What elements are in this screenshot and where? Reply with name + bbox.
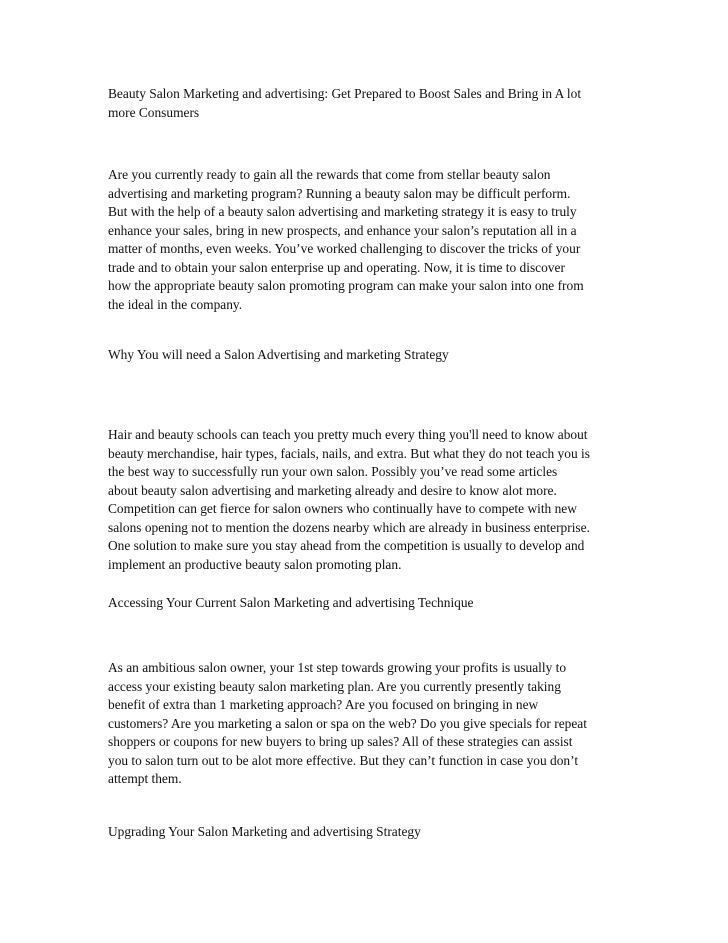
paragraph-line: shoppers or coupons for new buyers to bring up sales? All of these strategies can assist (108, 734, 573, 749)
paragraph-line: attempt them. (108, 771, 182, 786)
paragraph-line: enhance your sales, bring in new prospects, and enhance your salon’s reputation all in a (108, 222, 577, 238)
paragraph-line: One solution to make sure you stay ahead from the competition is usually to develop and (108, 538, 585, 553)
paragraph-line: benefit of extra than 1 marketing approach? Are you focused on bringing in new (108, 697, 539, 712)
paragraph-line: trade and to obtain your salon enterprise up and operating. Now, it is time to discover (108, 259, 565, 275)
section-heading: Upgrading Your Salon Marketing and advertising Strategy (108, 824, 421, 839)
paragraph-intro (108, 166, 628, 314)
section-heading: Accessing Your Current Salon Marketing and advertising Technique (108, 595, 474, 610)
document-title (108, 85, 628, 122)
paragraph-line: But with the help of a beauty salon advertising and marketing strategy it is easy to truly (108, 204, 577, 219)
paragraph-line: beauty merchandise, hair types, facials, nails, and extra. But what they do not teach you is (108, 445, 590, 461)
paragraph-line: the ideal in the company. (108, 296, 243, 312)
paragraph-line: you to salon turn out to be alot more effective. But they can’t function in case you don’t (108, 752, 579, 768)
paragraph-line: implement an productive beauty salon promoting plan. (108, 556, 402, 572)
title-line: more Consumers (108, 104, 200, 120)
paragraph-line: Hair and beauty schools can teach you pretty much every thing you'll need to know about (108, 427, 588, 442)
paragraph-line: customers? Are you marketing a salon or spa on the web? Do you give specials for repeat (108, 715, 587, 731)
paragraph-line: salons opening not to mention the dozens nearby which are already in business enterprise. (108, 519, 590, 535)
paragraph-line: about beauty salon advertising and marketing already and desire to know alot more. (108, 482, 557, 498)
paragraph-accessing (108, 659, 628, 789)
paragraph-line: Competition can get fierce for salon owners who continually have to compete with new (108, 501, 577, 516)
paragraph-line: advertising and marketing program? Running a beauty salon may be difficult perform. (108, 185, 571, 201)
paragraph-line: access your existing beauty salon marketing plan. Are you currently presently taking (108, 678, 561, 694)
paragraph-line: Are you currently ready to gain all the rewards that come from stellar beauty salon (108, 167, 551, 182)
title-line: Beauty Salon Marketing and advertising: Get Prepared to Boost Sales and Bring in A lot (108, 86, 582, 101)
paragraph-line: the best way to successfully run your own salon. Possibly you’ve read some articles (108, 464, 558, 479)
paragraph-line: matter of months, even weeks. You’ve worked challenging to discover the tricks of your (108, 241, 581, 256)
section-heading: Why You will need a Salon Advertising and marketing Strategy (108, 347, 449, 362)
paragraph-why (108, 426, 628, 574)
paragraph-line: how the appropriate beauty salon promoting program can make your salon into one from (108, 278, 584, 293)
paragraph-line: As an ambitious salon owner, your 1st step towards growing your profits is usually to (108, 660, 567, 675)
